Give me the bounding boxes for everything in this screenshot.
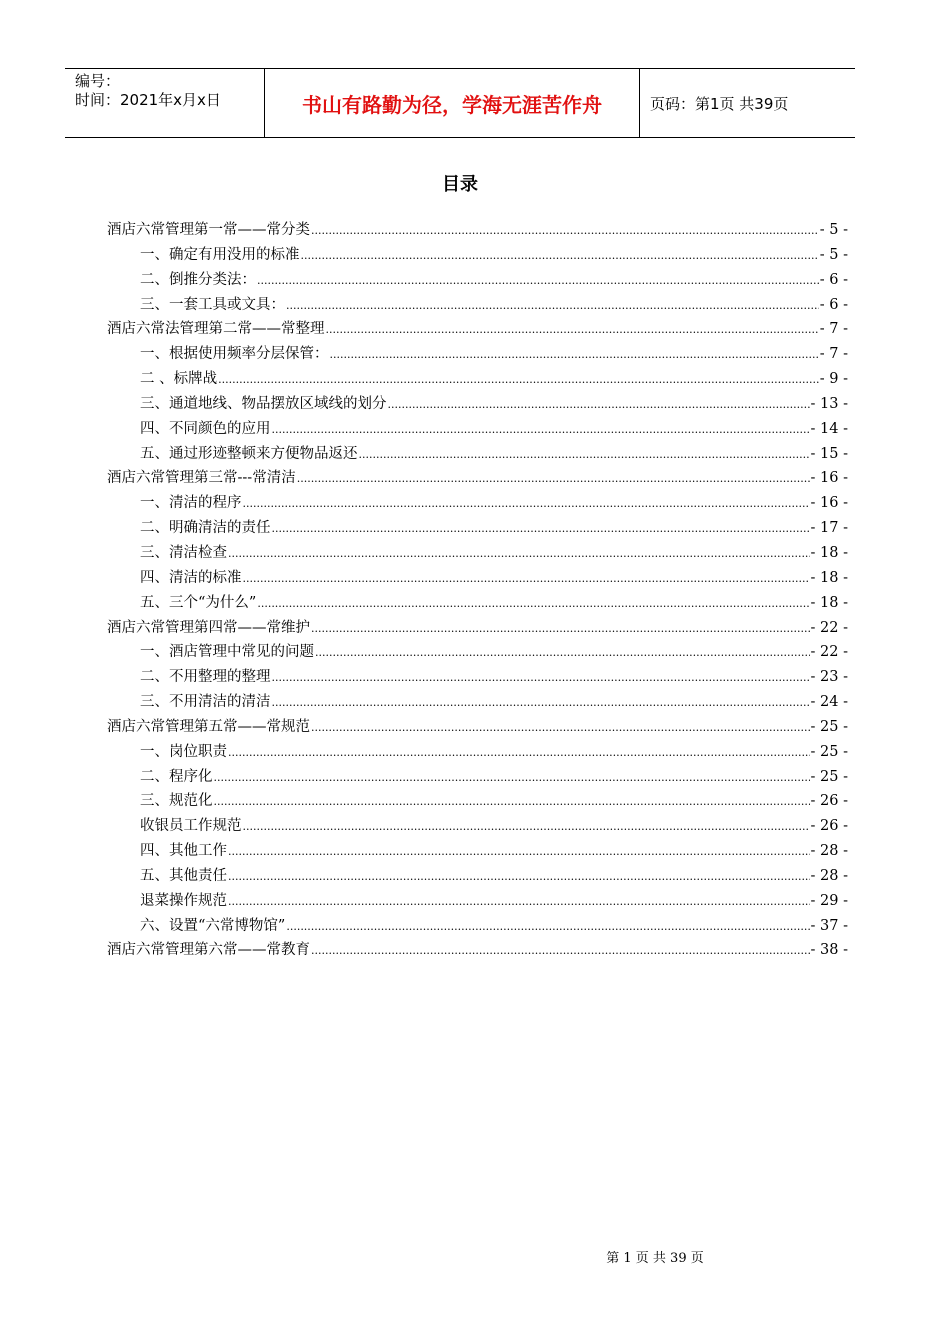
toc-entry[interactable] [107, 417, 848, 442]
toc-entry[interactable] [107, 367, 848, 392]
toc-entry-page: - 16 - [810, 495, 848, 512]
toc-dot-leader [359, 442, 810, 468]
toc-entry-text: 酒店六常管理第六常——常教育 [107, 942, 310, 959]
toc-entry[interactable] [107, 392, 848, 417]
toc-entry-page: - 24 - [810, 694, 848, 711]
toc-entry-page: - 16 - [810, 470, 848, 487]
toc-dot-leader [272, 516, 810, 542]
toc-entry-text: 一、根据使用频率分层保管： [140, 346, 329, 363]
toc-entry-text: 一、酒店管理中常见的问题 [140, 644, 314, 661]
toc-entry-text: 酒店六常法管理第二常——常整理 [107, 321, 325, 338]
toc-entry[interactable] [107, 541, 848, 566]
toc-entry-page: - 22 - [810, 644, 848, 661]
document-date: 时间：2021年x月x日 [75, 91, 221, 109]
toc-dot-leader [388, 392, 810, 418]
toc-entry-text: 三、清洁检查 [140, 544, 227, 561]
toc-entry-page: - 5 - [819, 222, 848, 238]
toc-dot-leader [243, 491, 810, 517]
toc-entry-text: 四、不同颜色的应用 [140, 420, 271, 437]
toc-entry[interactable] [107, 616, 848, 641]
toc-entry[interactable] [107, 466, 848, 491]
toc-entry[interactable] [107, 765, 848, 790]
toc-entry-page: - 6 - [819, 296, 848, 313]
toc-entry-page: - 28 - [810, 843, 848, 860]
toc-entry-text: 一、清洁的程序 [140, 495, 242, 512]
toc-entry[interactable] [107, 317, 848, 342]
toc-entry-text: 二、程序化 [140, 768, 213, 785]
toc-entry[interactable] [107, 914, 848, 939]
toc-entry-text: 四、其他工作 [140, 843, 227, 860]
toc-entry-page: - 7 - [819, 321, 848, 338]
toc-entry-page: - 38 - [810, 942, 848, 959]
toc-entry-text: 四、清洁的标准 [140, 569, 242, 586]
toc-dot-leader [243, 566, 810, 592]
toc-entry[interactable] [107, 789, 848, 814]
page-footer [0, 1247, 950, 1266]
toc-entry-text: 酒店六常管理第五常——常规范 [107, 718, 310, 735]
toc-dot-leader [326, 317, 819, 343]
toc-dot-leader [228, 889, 810, 915]
toc-entry-page: - 13 - [810, 395, 848, 412]
toc-dot-leader [243, 814, 810, 840]
toc-entry[interactable] [107, 342, 848, 367]
toc-entry-page: - 26 - [810, 818, 848, 835]
toc-dot-leader [228, 839, 810, 865]
toc-entry-page: - 23 - [810, 669, 848, 686]
toc-entry-text: 二、明确清洁的责任 [140, 520, 271, 537]
toc-dot-leader [311, 616, 810, 642]
toc-entry-text: 五、通过形迹整顿来方便物品返还 [140, 445, 358, 462]
toc-entry[interactable] [107, 814, 848, 839]
toc-entry-page: - 6 - [819, 271, 848, 288]
toc-dot-leader [228, 740, 810, 766]
toc-dot-leader [272, 690, 810, 716]
toc-dot-leader [311, 715, 810, 741]
toc-entry-text: 一、确定有用没用的标准 [140, 246, 300, 263]
toc-entry-text: 三、通道地线、物品摆放区域线的划分 [140, 395, 387, 412]
toc-dot-leader [257, 591, 809, 617]
toc-entry-page: - 18 - [810, 544, 848, 561]
toc-entry[interactable] [107, 293, 848, 318]
toc-entry-page: - 37 - [810, 917, 848, 934]
toc-entry-page: - 9 - [819, 371, 848, 388]
toc-entry-text: 酒店六常管理第一常——常分类 [107, 222, 310, 238]
toc-entry-text: 收银员工作规范 [140, 818, 242, 835]
toc-dot-leader [297, 466, 810, 492]
toc-entry[interactable] [107, 740, 848, 765]
toc-entry[interactable] [107, 218, 848, 243]
toc-entry[interactable] [107, 938, 848, 963]
toc-entry-page: - 5 - [819, 246, 848, 263]
toc-entry-page: - 26 - [810, 793, 848, 810]
toc-dot-leader [311, 938, 810, 964]
toc-entry[interactable] [107, 665, 848, 690]
toc-entry-page: - 28 - [810, 867, 848, 884]
toc-entry[interactable] [107, 839, 848, 864]
toc-entry-text: 六、设置“六常博物馆” [140, 917, 286, 934]
toc-entry[interactable] [107, 690, 848, 715]
table-of-contents [107, 218, 848, 963]
toc-dot-leader [286, 293, 819, 319]
toc-entry-page: - 14 - [810, 420, 848, 437]
toc-entry-page: - 18 - [810, 594, 848, 611]
toc-entry-page: - 25 - [810, 718, 848, 735]
toc-dot-leader [257, 268, 819, 294]
header-motto: 书山有路勤为径，学海无涯苦作舟 [265, 69, 640, 137]
header-meta [65, 69, 265, 137]
toc-entry-text: 酒店六常管理第四常——常维护 [107, 619, 310, 636]
toc-entry-text: 退菜操作规范 [140, 892, 227, 909]
toc-entry[interactable] [107, 442, 848, 467]
toc-entry[interactable] [107, 268, 848, 293]
toc-dot-leader [315, 640, 810, 666]
toc-entry-text: 二、倒推分类法： [140, 271, 256, 288]
toc-entry[interactable] [107, 491, 848, 516]
toc-entry-text: 五、其他责任 [140, 867, 227, 884]
toc-entry-text: 三、不用清洁的清洁 [140, 694, 271, 711]
toc-entry-text: 一、岗位职责 [140, 743, 227, 760]
toc-entry[interactable] [107, 864, 848, 889]
toc-dot-leader [214, 765, 810, 791]
page-header [65, 68, 855, 138]
toc-dot-leader [218, 367, 819, 393]
toc-entry-text: 三、规范化 [140, 793, 213, 810]
toc-entry[interactable] [107, 640, 848, 665]
toc-entry-page: - 18 - [810, 569, 848, 586]
toc-entry-text: 二 、标牌战 [140, 371, 218, 388]
header-page-info: 页码：第1页 共39页 [650, 94, 789, 113]
toc-entry[interactable] [107, 243, 848, 268]
toc-dot-leader [311, 218, 819, 244]
toc-entry-text: 三、一套工具或文具： [140, 296, 285, 313]
toc-entry[interactable] [107, 566, 848, 591]
toc-entry[interactable] [107, 591, 848, 616]
toc-entry[interactable] [107, 889, 848, 914]
footer-page-number: 第 1 页 共 39 页 [606, 1251, 704, 1266]
toc-entry[interactable] [107, 715, 848, 740]
toc-dot-leader [228, 541, 810, 567]
toc-entry-text: 五、三个“为什么” [140, 594, 257, 611]
toc-dot-leader [272, 417, 810, 443]
toc-dot-leader [214, 789, 810, 815]
toc-dot-leader [330, 342, 819, 368]
toc-entry[interactable] [107, 516, 848, 541]
toc-dot-leader [228, 864, 810, 890]
toc-entry-page: - 25 - [810, 768, 848, 785]
toc-dot-leader [301, 243, 819, 269]
toc-dot-leader [286, 914, 809, 940]
toc-entry-page: - 17 - [810, 520, 848, 537]
toc-entry-page: - 25 - [810, 743, 848, 760]
document-number-label: 编号： [75, 72, 121, 90]
toc-entry-text: 二、不用整理的整理 [140, 669, 271, 686]
toc-title: 目录 [442, 174, 478, 195]
toc-entry-page: - 15 - [810, 445, 848, 462]
toc-entry-page: - 29 - [810, 892, 848, 909]
toc-entry-page: - 7 - [819, 346, 848, 363]
toc-entry-page: - 22 - [810, 619, 848, 636]
toc-dot-leader [272, 665, 810, 691]
toc-entry-text: 酒店六常管理第三常---常清洁 [107, 470, 296, 487]
